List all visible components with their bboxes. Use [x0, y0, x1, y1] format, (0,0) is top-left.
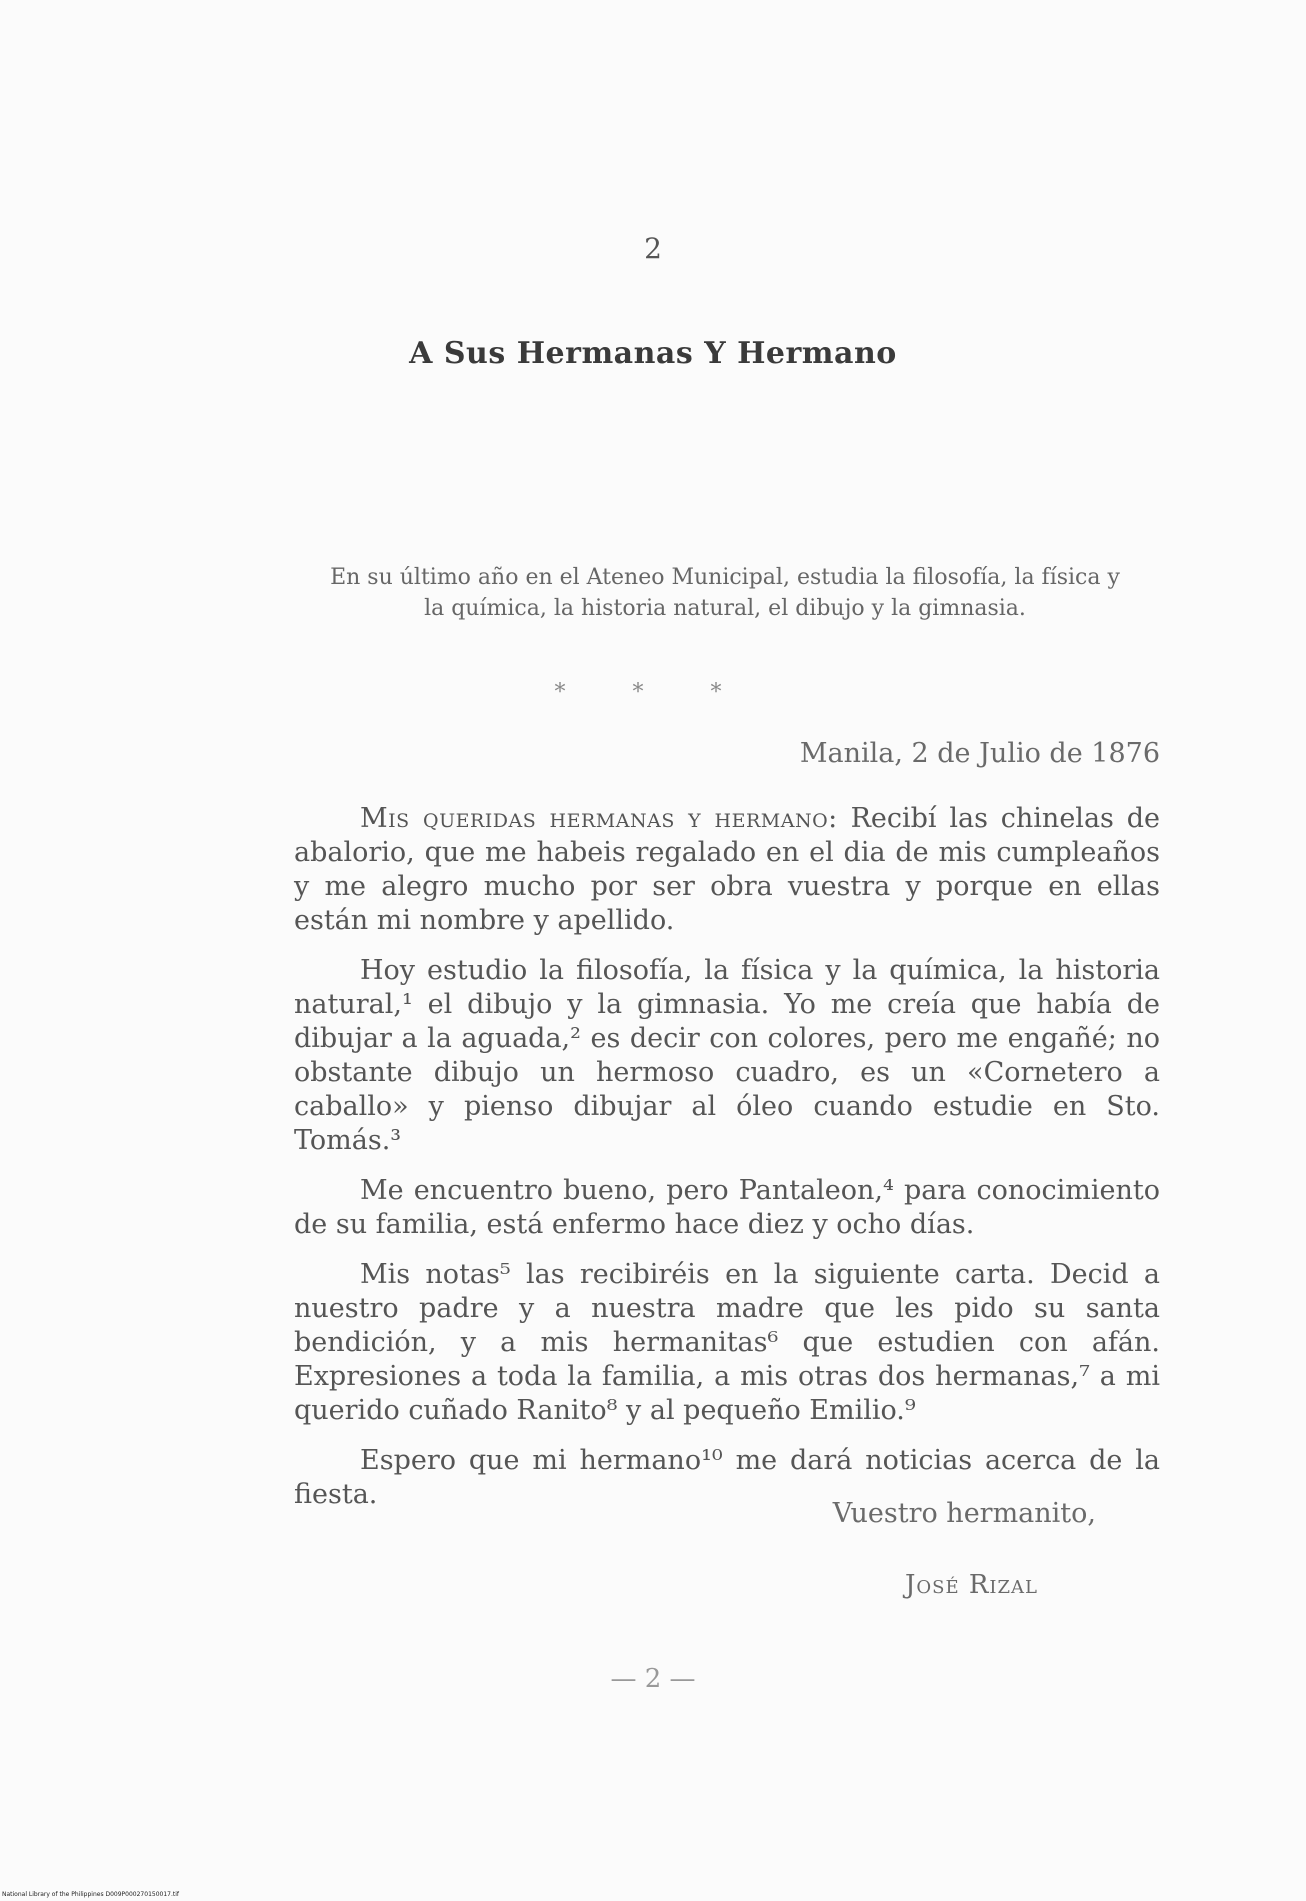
section-separator: * * * — [554, 680, 752, 705]
letter-body — [294, 802, 1160, 1528]
signature: José Rizal — [904, 1570, 1038, 1600]
letter-number: 2 — [644, 232, 662, 265]
paragraph-4: Mis notas⁵ las recibiréis en la siguiente carta. Decid a nuestro padre y a nuestra madre que les pido su santa bendición, y a mis hermanitas⁶ que estudien con afán. Expresiones a toda la familia, a mis otras dos hermanas,⁷ a mi querido cuñado Ranito⁸ y al pequeño Emilio.⁹ — [294, 1259, 1160, 1426]
closing: Vuestro hermanito, — [832, 1498, 1096, 1529]
salutation: Mis queridas hermanas y hermano: — [360, 803, 838, 834]
paragraph-5: Espero que mi hermano¹⁰ me dará noticias acerca de la fiesta. — [294, 1445, 1160, 1510]
dateline: Manila, 2 de Julio de 1876 — [799, 738, 1160, 769]
page-number: — 2 — — [610, 1664, 696, 1694]
archive-stamp: National Library of the Philippines D009P000270150017.tif — [2, 1891, 180, 1898]
paragraph-1-text: Recibí las chinelas de abalorio, que me habeis regalado en el dia de mis cumpleaños y me alegro mucho por ser obra vuestra y porque en ellas están mi nombre y apellido. — [294, 803, 1160, 936]
letter-title: A Sus Hermanas Y Hermano — [409, 336, 897, 371]
letter-summary: En su último año en el Ateneo Municipal, estudia la filosofía, la física y la química, la historia natural, el dibujo y la gimnasia. — [330, 565, 1120, 621]
paragraph-3: Me encuentro bueno, pero Pantaleon,⁴ para conocimiento de su familia, está enfermo hace diez y ocho días. — [294, 1175, 1160, 1240]
paragraph-1 — [294, 802, 1160, 938]
paragraph-2: Hoy estudio la filosofía, la física y la química, la historia natural,¹ el dibujo y la gimnasia. Yo me creía que había de dibujar a la aguada,² es decir con colores, pero me engañé; no obstante dibujo un hermoso cuadro, es un «Cornetero a caballo» y pienso dibujar al óleo cuando estudie en Sto. Tomás.³ — [294, 955, 1160, 1156]
